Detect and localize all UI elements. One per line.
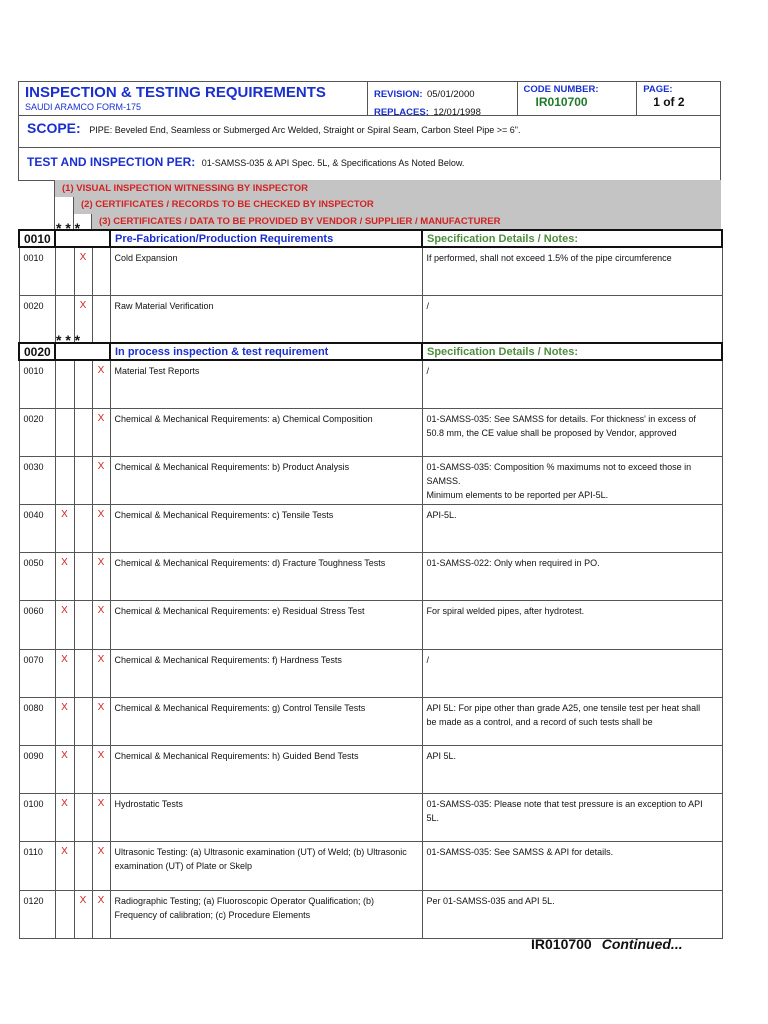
check-records	[74, 794, 92, 842]
check-vendor-data: X	[92, 360, 110, 408]
section-title: Pre-Fabrication/Production Requirements	[110, 230, 422, 247]
item-description: Ultrasonic Testing: (a) Ultrasonic examination (UT) of Weld; (b) Ultrasonic examination (UT) of Plate or Skelp	[110, 842, 422, 890]
check-visual: X	[55, 505, 74, 553]
item-number: 0020	[19, 295, 55, 343]
check-vendor-data: X	[92, 505, 110, 553]
item-spec: 01-SAMSS-035: See SAMSS for details. For thickness' in excess of 50.8 mm, the CE value shall be proposed by Vendor, approved	[422, 408, 722, 456]
table-row	[19, 601, 722, 649]
item-description: Chemical & Mechanical Requirements: g) Control Tensile Tests	[110, 697, 422, 745]
table-row	[19, 505, 722, 553]
table-row	[19, 649, 722, 697]
item-spec: 01-SAMSS-022: Only when required in PO.	[422, 553, 722, 601]
item-description: Hydrostatic Tests	[110, 794, 422, 842]
check-vendor-data: X	[92, 601, 110, 649]
revision-value: 05/01/2000	[426, 89, 475, 100]
item-description: Material Test Reports	[110, 360, 422, 408]
test-per-row	[18, 148, 721, 181]
item-spec: API 5L: For pipe other than grade A25, one tensile test per heat shall be made as a control, and a record of such tests shall be	[422, 697, 722, 745]
legend-certificates-checked: (2) CERTIFICATES / RECORDS TO BE CHECKED BY INSPECTOR	[73, 197, 721, 214]
section-header	[19, 343, 722, 360]
code-value: IR010700	[535, 95, 588, 109]
item-spec: API-5L.	[422, 505, 722, 553]
item-description: Chemical & Mechanical Requirements: c) Tensile Tests	[110, 505, 422, 553]
column-markers: * * *	[56, 332, 81, 348]
item-number: 0020	[19, 408, 55, 456]
table-row	[19, 408, 722, 456]
check-visual: X	[55, 601, 74, 649]
item-number: 0090	[19, 746, 55, 794]
form-title: INSPECTION & TESTING REQUIREMENTS	[25, 84, 326, 101]
table-row	[19, 890, 722, 938]
check-records	[74, 553, 92, 601]
item-number: 0110	[19, 842, 55, 890]
item-description: Chemical & Mechanical Requirements: a) Chemical Composition	[110, 408, 422, 456]
replaces-label: REPLACES:	[373, 107, 429, 118]
spec-header: Specification Details / Notes:	[422, 343, 722, 360]
table-row	[19, 697, 722, 745]
check-vendor-data: X	[92, 553, 110, 601]
title-cell	[19, 82, 368, 115]
item-number: 0070	[19, 649, 55, 697]
check-visual	[55, 456, 74, 504]
scope-row	[18, 116, 721, 148]
item-spec: For spiral welded pipes, after hydrotest.	[422, 601, 722, 649]
item-number: 0010	[19, 247, 55, 295]
item-description: Chemical & Mechanical Requirements: f) Hardness Tests	[110, 649, 422, 697]
check-vendor-data: X	[92, 794, 110, 842]
item-description: Chemical & Mechanical Requirements: h) Guided Bend Tests	[110, 746, 422, 794]
item-number: 0060	[19, 601, 55, 649]
check-records	[74, 746, 92, 794]
item-description: Cold Expansion	[110, 247, 422, 295]
check-records	[74, 649, 92, 697]
check-records	[74, 360, 92, 408]
check-records	[74, 456, 92, 504]
check-records: X	[74, 890, 92, 938]
table-row	[19, 456, 722, 504]
item-number: 0040	[19, 505, 55, 553]
item-spec: 01-SAMSS-035: Composition % maximums not to exceed those in SAMSS. Minimum elements to be reported per API-5L.	[422, 456, 722, 504]
table-row	[19, 553, 722, 601]
revision-label: REVISION:	[373, 89, 423, 100]
form-page	[18, 81, 721, 952]
check-records: X	[74, 247, 92, 295]
page-value: 1 of 2	[653, 95, 685, 109]
test-per-label: TEST AND INSPECTION PER:	[27, 155, 196, 169]
replaces-value: 12/01/1998	[433, 107, 481, 118]
check-records	[74, 408, 92, 456]
section-number: 0010	[19, 230, 55, 247]
check-visual: X	[55, 842, 74, 890]
page-cell	[637, 82, 720, 115]
table-row	[19, 842, 722, 890]
check-records: X	[74, 295, 92, 343]
legend-visual-inspection: (1) VISUAL INSPECTION WITNESSING BY INSPECTOR	[54, 180, 721, 197]
check-vendor-data	[92, 295, 110, 343]
check-records	[74, 842, 92, 890]
spec-header: Specification Details / Notes:	[422, 230, 722, 247]
check-visual: X	[55, 553, 74, 601]
item-spec: If performed, shall not exceed 1.5% of the pipe circumference	[422, 247, 722, 295]
section-table-0010	[18, 229, 723, 344]
item-description: Chemical & Mechanical Requirements: b) Product Analysis	[110, 456, 422, 504]
check-visual	[55, 890, 74, 938]
scope-text: PIPE: Beveled End, Seamless or Submerged Arc Welded, Straight or Spiral Seam, Carbon Steel Pipe >= 6".	[89, 125, 521, 135]
section-table-0020	[18, 342, 723, 939]
check-records	[74, 505, 92, 553]
scope-label: SCOPE:	[27, 120, 81, 136]
check-vendor-data: X	[92, 697, 110, 745]
check-visual	[55, 247, 74, 295]
section-title: In process inspection & test requirement	[110, 343, 422, 360]
item-spec: 01-SAMSS-035: Please note that test pressure is an exception to API 5L.	[422, 794, 722, 842]
item-description: Radiographic Testing; (a) Fluoroscopic Operator Qualification; (b) Frequency of calibration; (c) Procedure Elements	[110, 890, 422, 938]
footer-continued: Continued...	[601, 936, 683, 952]
item-number: 0120	[19, 890, 55, 938]
item-description: Chemical & Mechanical Requirements: e) Residual Stress Test	[110, 601, 422, 649]
form-number: SAUDI ARAMCO FORM-175	[25, 102, 142, 112]
revision-cell	[368, 82, 518, 118]
item-number: 0080	[19, 697, 55, 745]
column-markers: * * *	[56, 220, 81, 236]
check-vendor-data: X	[92, 842, 110, 890]
legend-certificates-provided: (3) CERTIFICATES / DATA TO BE PROVIDED BY VENDOR / SUPPLIER / MANUFACTURER	[91, 214, 721, 230]
check-visual: X	[55, 794, 74, 842]
check-visual: X	[55, 649, 74, 697]
page-footer	[531, 936, 683, 952]
table-row	[19, 247, 722, 295]
item-number: 0100	[19, 794, 55, 842]
table-row	[19, 295, 722, 343]
item-spec: Per 01-SAMSS-035 and API 5L.	[422, 890, 722, 938]
table-row	[19, 360, 722, 408]
check-visual	[55, 408, 74, 456]
legend-divider	[54, 180, 55, 230]
legend-divider	[91, 214, 92, 230]
section-number: 0020	[19, 343, 55, 360]
item-number: 0010	[19, 360, 55, 408]
check-vendor-data	[92, 247, 110, 295]
check-visual: X	[55, 746, 74, 794]
test-per-text: 01-SAMSS-035 & API Spec. 5L, & Specifications As Noted Below.	[201, 158, 465, 168]
section-header	[19, 230, 722, 247]
footer-code: IR010700	[531, 936, 592, 952]
item-spec: /	[422, 360, 722, 408]
item-description: Raw Material Verification	[110, 295, 422, 343]
code-label: CODE NUMBER:	[523, 84, 599, 95]
table-row	[19, 746, 722, 794]
item-spec: /	[422, 649, 722, 697]
item-number: 0050	[19, 553, 55, 601]
code-cell	[518, 82, 638, 115]
check-records	[74, 601, 92, 649]
item-spec: API 5L.	[422, 746, 722, 794]
form-header	[18, 81, 721, 116]
item-spec: 01-SAMSS-035: See SAMSS & API for details.	[422, 842, 722, 890]
table-row	[19, 794, 722, 842]
check-vendor-data: X	[92, 456, 110, 504]
check-vendor-data: X	[92, 649, 110, 697]
check-vendor-data: X	[92, 746, 110, 794]
check-visual	[55, 360, 74, 408]
page-label: PAGE:	[643, 84, 673, 95]
item-description: Chemical & Mechanical Requirements: d) Fracture Toughness Tests	[110, 553, 422, 601]
item-number: 0030	[19, 456, 55, 504]
check-visual: X	[55, 697, 74, 745]
check-vendor-data: X	[92, 408, 110, 456]
check-vendor-data: X	[92, 890, 110, 938]
item-spec: /	[422, 295, 722, 343]
check-records	[74, 697, 92, 745]
